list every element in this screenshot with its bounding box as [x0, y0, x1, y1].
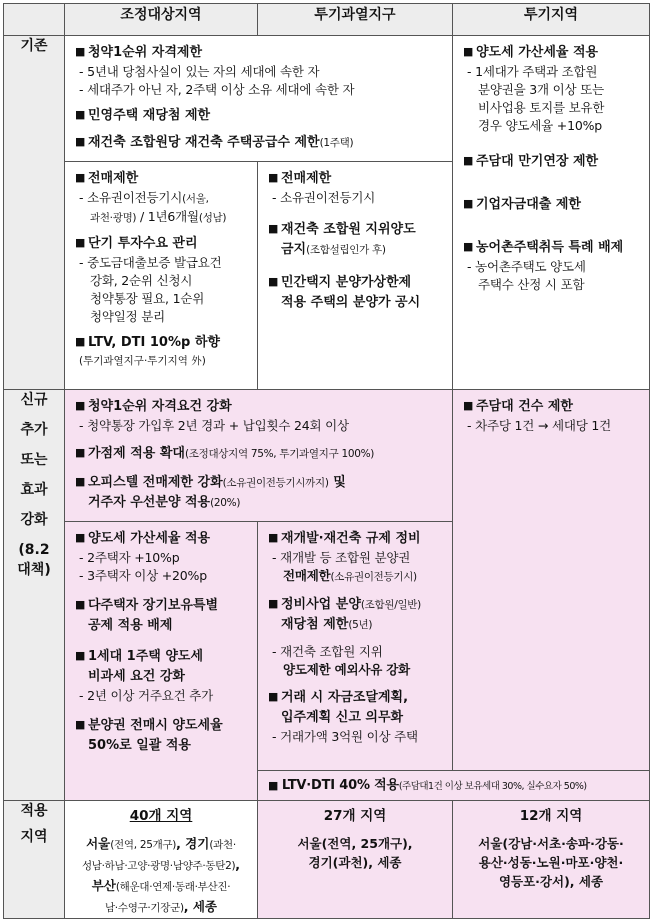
- new-item: ■ 정비사업 분양(조합원/일반) 재당첨 제한(5년): [268, 597, 421, 632]
- applied-title: 27개 지역: [323, 808, 387, 824]
- applied-col1-cell: [65, 801, 258, 919]
- applied-line: 경기(과천), 세종: [308, 855, 402, 870]
- new-sub: - 3주택자 이상 +20%p: [79, 568, 207, 583]
- existing-item: ■ 민간택지 분양가상한제 적용 주택의 분양가 공시: [268, 275, 421, 310]
- new-row-top: [4, 390, 650, 522]
- applied-col3-cell: [453, 801, 650, 919]
- applied-line: 서울(전역, 25개구), 경기(과천·: [86, 836, 236, 851]
- existing-item: ■ 민영주택 재당첨 제한: [75, 108, 211, 123]
- existing-sub: - 농어촌주택도 양도세 주택수 산정 시 포함: [467, 259, 586, 292]
- existing-sub: - 1세대가 주택과 조합원 분양권을 3개 이상 또는 비사업용 토지를 보유한 경우 양도세율 +10%p: [467, 64, 605, 133]
- applied-line: 서울(전역, 25개구),: [297, 836, 413, 851]
- new-item: ■ 오피스텔 전매제한 강화(소유권이전등기시까지) 및 거주자 우선분양 적용(20%): [75, 475, 346, 510]
- row-label-applied: 적용 지역: [4, 801, 65, 919]
- existing-top-cell: [65, 36, 453, 162]
- new-sub: - 차주당 1건 → 세대당 1건: [467, 418, 611, 433]
- header-col1: 조정대상지역: [65, 4, 258, 36]
- applied-line: 용산·성동·노원·마포·양천·: [478, 855, 624, 870]
- existing-sub: - 5년내 당첨사실이 있는 자의 세대에 속한 자: [79, 64, 320, 79]
- existing-note: (투기과열지구·투기지역 外): [79, 355, 206, 367]
- new-item: ■ 재개발·재건축 규제 정비: [268, 531, 421, 546]
- existing-sub: - 소유권이전등기시: [272, 190, 376, 205]
- existing-item: ■ 재건축 조합원 지위양도 금지(조합설립인가 후): [268, 222, 416, 257]
- new-ltv-cell: [258, 771, 650, 801]
- existing-right-cell: [453, 36, 650, 390]
- existing-item: ■ 단기 투자수요 관리: [75, 236, 198, 251]
- existing-item: ■ 농어촌주택취득 특례 배제: [463, 240, 624, 255]
- new-bottom-left-cell: [65, 522, 258, 801]
- existing-item: ■ 전매제한: [268, 171, 332, 186]
- applied-col2-cell: [258, 801, 453, 919]
- new-top-cell: [65, 390, 453, 522]
- new-item: ■ 분양권 전매시 양도세율 50%로 일괄 적용: [75, 718, 223, 753]
- new-item: ■ 거래 시 자금조달계획, 입주계획 신고 의무화: [268, 690, 409, 725]
- existing-item: ■ 기업자금대출 제한: [463, 197, 581, 212]
- new-item: ■ 청약1순위 자격요건 강화: [75, 399, 232, 414]
- applied-line: 성남·하남·고양·광명·남양주·동탄2),: [81, 857, 241, 872]
- regulation-table: [3, 3, 650, 919]
- row-label-existing: 기존: [4, 36, 65, 390]
- header-col2: 투기과열지구: [258, 4, 453, 36]
- new-item: ■ 1세대 1주택 양도세 비과세 요건 강화: [75, 649, 204, 684]
- applied-title: 40개 지역: [129, 808, 193, 824]
- applied-line: 부산(해운대·연제·동래·부산진·: [91, 878, 231, 893]
- ltv-item: ■ LTV·DTI 40% 적용(주담대1건 이상 보유세대 30%, 실수요자 50%): [268, 778, 587, 793]
- new-item: ■ 양도세 가산세율 적용: [75, 531, 211, 546]
- existing-item: ■ 청약1순위 자격제한: [75, 45, 203, 60]
- existing-item: ■ 전매제한: [75, 171, 139, 186]
- header-col3: 투기지역: [453, 4, 650, 36]
- existing-bottom-mid-cell: [258, 162, 453, 390]
- new-sub: - 재건축 조합원 지위 양도제한 예외사유 강화: [272, 644, 411, 677]
- existing-bottom-left-cell: [65, 162, 258, 390]
- header-row: [4, 4, 650, 36]
- new-sub: - 2년 이상 거주요건 추가: [79, 688, 214, 703]
- existing-sub: - 세대주가 아닌 자, 2주택 이상 소유 세대에 속한 자: [79, 82, 355, 97]
- existing-item: ■ LTV, DTI 10%p 하향: [75, 335, 220, 350]
- applied-title: 12개 지역: [519, 808, 583, 824]
- applied-line: 남·수영구·기장군), 세종: [104, 899, 218, 914]
- row-label-new: 신규 추가 또는 효과 강화 (8.2 대책): [4, 390, 65, 801]
- new-bottom-mid-cell: [258, 522, 453, 771]
- new-item: ■ 가점제 적용 확대(조정대상지역 75%, 투기과열지구 100%): [75, 446, 375, 461]
- applied-row: [4, 801, 650, 919]
- new-item: ■ 주담대 건수 제한: [463, 399, 573, 414]
- existing-sub: - 소유권이전등기시(서울, 과천·광명) / 1년6개월(성남): [79, 190, 227, 224]
- applied-line: 영등포·강서), 세종: [498, 874, 604, 889]
- new-sub: - 청약통장 가입후 2년 경과 + 납입횟수 24회 이상: [79, 418, 349, 433]
- new-item: ■ 다주택자 장기보유특별 공제 적용 배제: [75, 598, 219, 633]
- new-right-cell: [453, 390, 650, 771]
- existing-item: ■ 양도세 가산세율 적용: [463, 45, 599, 60]
- new-sub: - 거래가액 3억원 이상 주택: [272, 729, 418, 744]
- applied-line: 서울(강남·서초·송파·강동·: [478, 836, 624, 851]
- new-sub: - 2주택자 +10%p: [79, 550, 180, 565]
- existing-item: ■ 재건축 조합원당 재건축 주택공급수 제한(1주택): [75, 135, 354, 150]
- existing-item: ■ 주담대 만기연장 제한: [463, 154, 599, 169]
- new-sub: - 재개발 등 조합원 분양권 전매제한(소유권이전등기시): [272, 550, 417, 583]
- header-corner: [4, 4, 65, 36]
- existing-sub: - 중도금대출보증 발급요건 강화, 2순위 신청시 청약통장 필요, 1순위 청약일정 분리: [79, 255, 222, 324]
- existing-row-top: [4, 36, 650, 162]
